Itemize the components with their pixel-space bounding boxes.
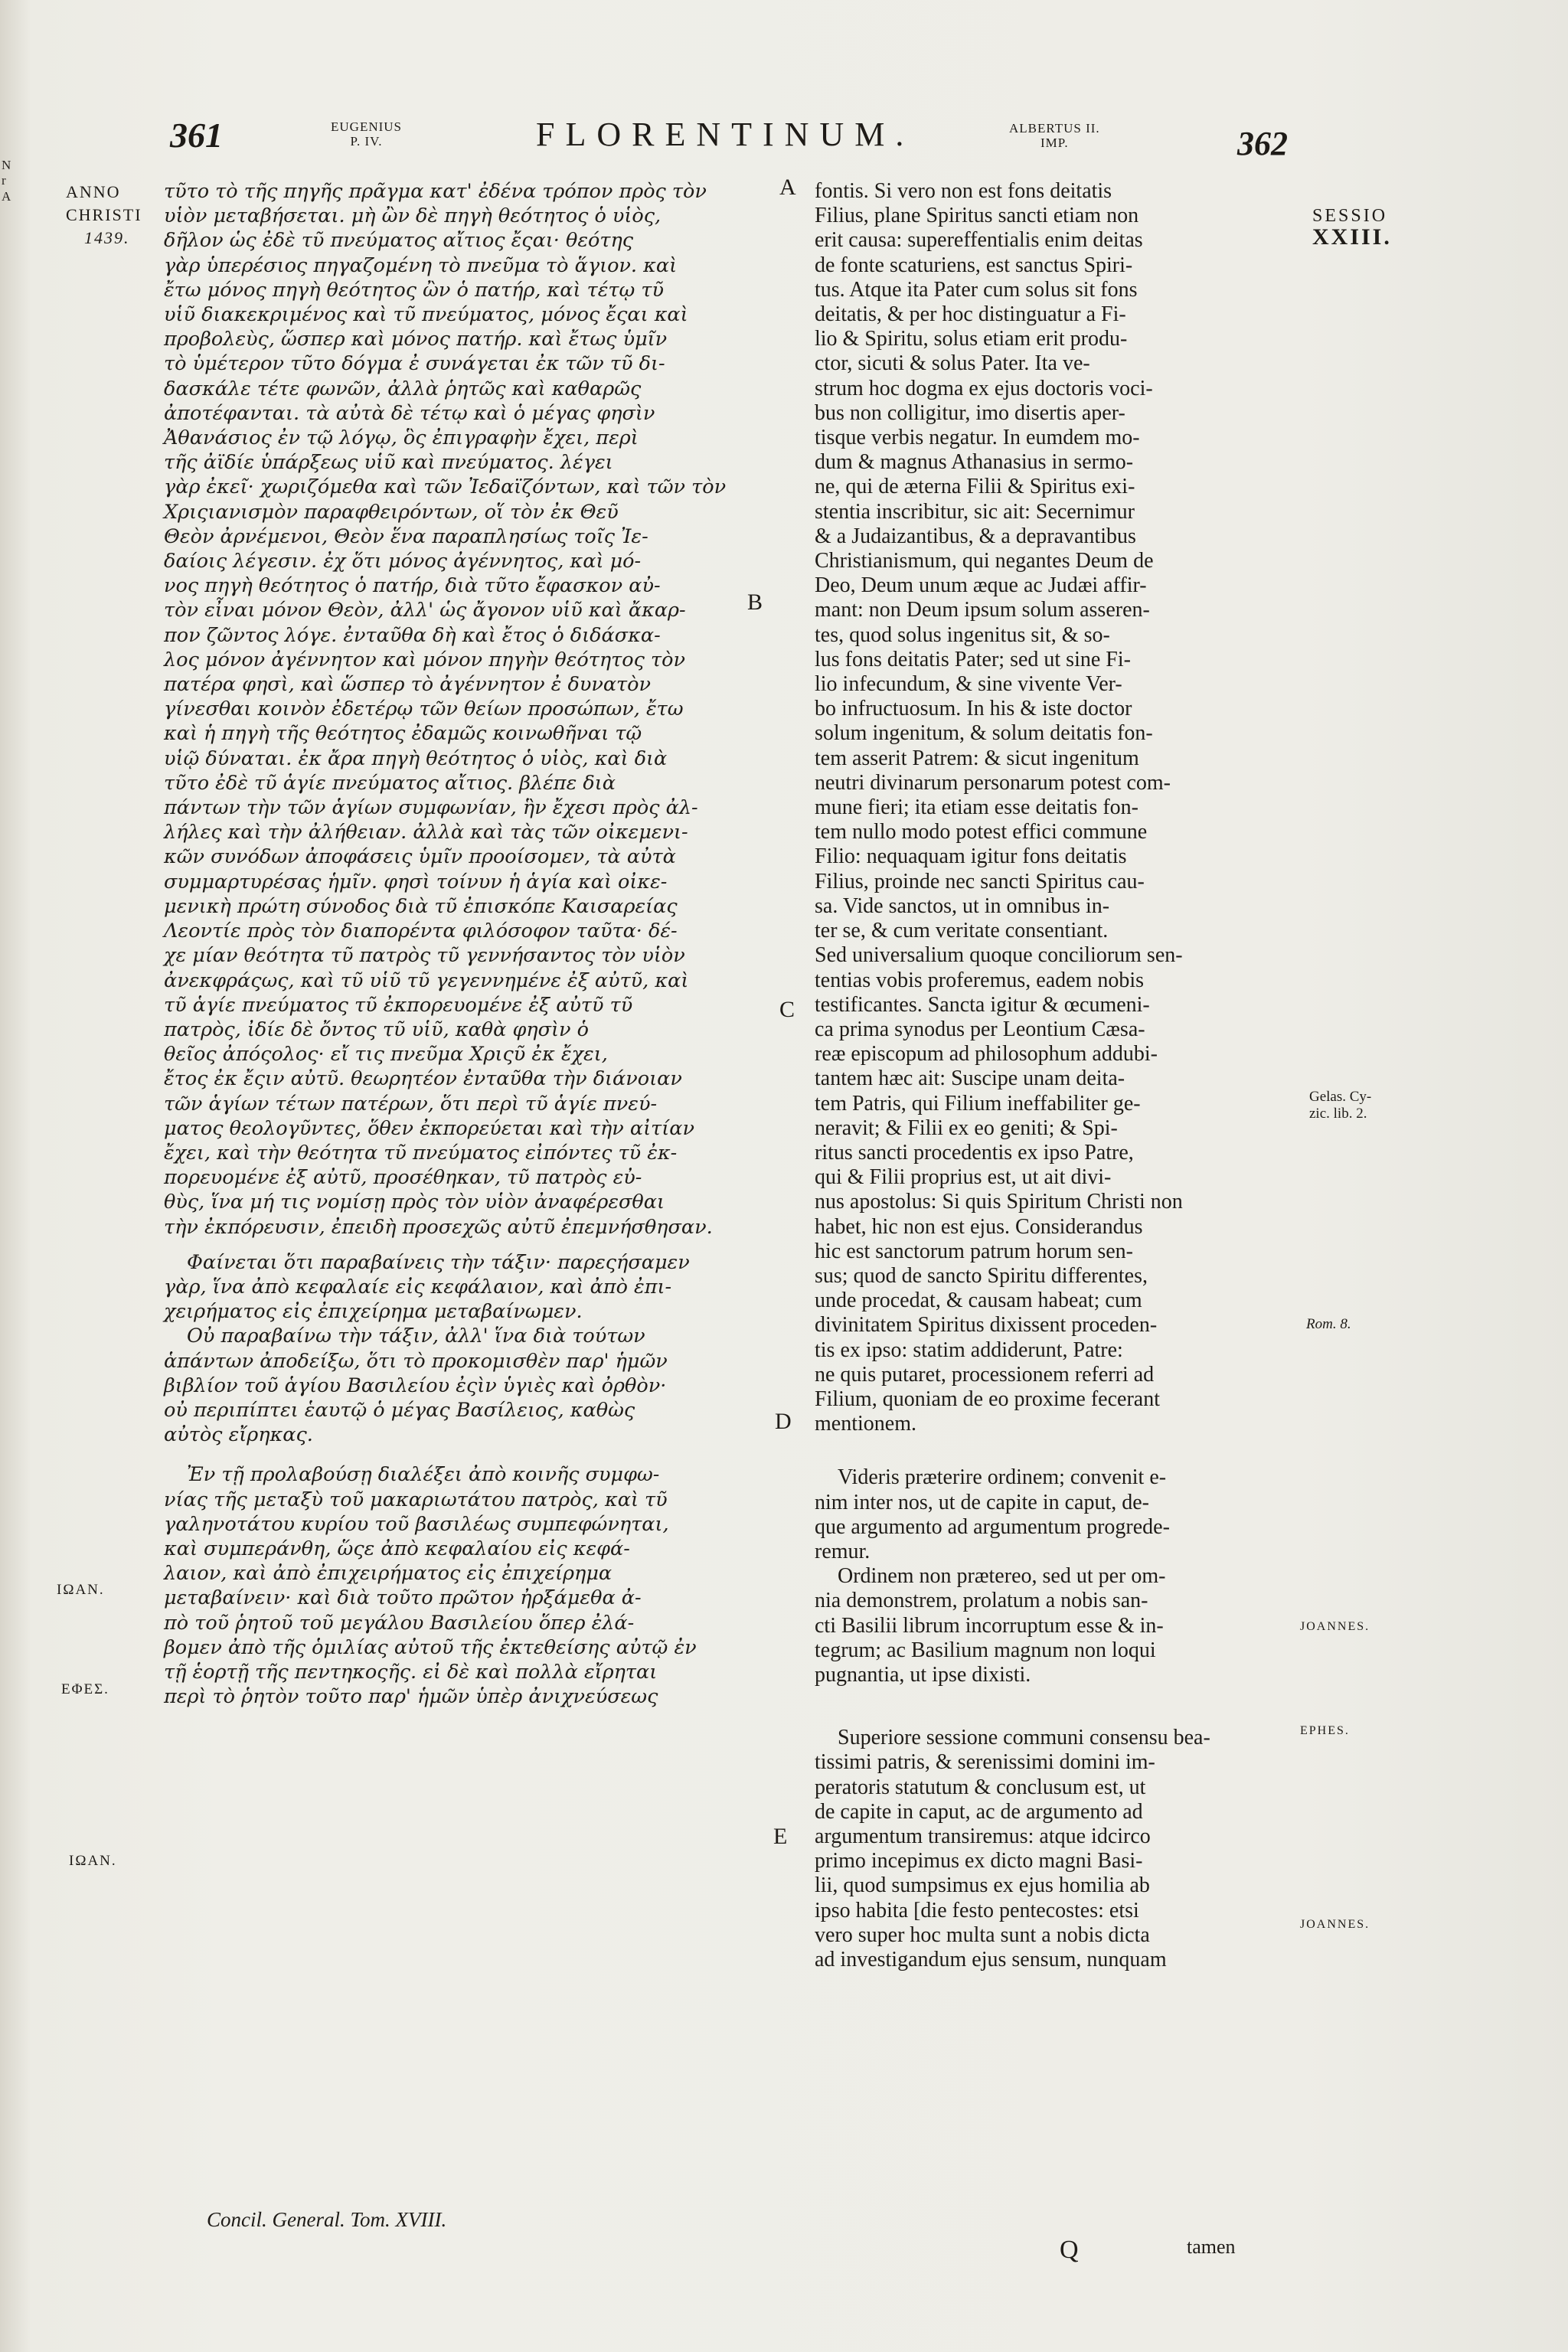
greek-text-line: καὶ ἡ πηγὴ τῆς θεότητος ἐδαμῶς κοινωθῆναι τῷ [164,722,642,746]
latin-text-line: tes, quod solus ingenitus sit, & so- [815,622,1110,647]
running-head-left-line-2: P. IV. [350,134,383,149]
latin-text-line: lio infecundum, & sine vivente Ver- [815,672,1122,697]
latin-text-line: stentia inscribitur, sic ait: Secernimur [815,499,1135,524]
greek-text-line: τὸν εἶναι μόνον Θεὸν, ἀλλ' ὡς ἄγονον υἱῦ καὶ ἄκαρ- [164,599,686,622]
latin-text-line: pugnantia, ut ipse dixisti. [815,1662,1031,1687]
latin-text-line: qui & Filii proprius est, ut ait divi- [815,1165,1112,1190]
latin-text-line: neutri divinarum personarum potest com- [815,770,1171,795]
greek-text-line: πατέρα φησὶ, καὶ ὥσπερ τὸ ἀγέννητον ἐ δυνατὸν [164,673,652,697]
latin-text-line: tentias vobis proferemus, eadem nobis [815,968,1145,992]
greek-text-line: δασκάλε τέτε φωνῶν, ἀλλὰ ῥητῶς καὶ καθαρῶς [164,377,642,400]
latin-text-line: Filium, quoniam de eo proxime fecerant [815,1387,1160,1411]
latin-text-line: strum hoc dogma ex ejus doctoris voci- [815,376,1153,400]
latin-text-line: mant: non Deum ipsum solum asseren- [815,598,1150,622]
latin-text-line: Christianismum, qui negantes Deum de [815,549,1154,573]
greek-text-line: υἱῦ διακεκριμένος καὶ τῦ πνεύματος, μόνος ἔςαι καὶ [164,303,688,327]
greek-text-line: γίνεσθαι κοινὸν ἐδετέρῳ τῶν θείων προσώπων, ἔτω [164,697,684,721]
latin-text-line: & a Judaizantibus, & a depravantibus [815,524,1136,548]
greek-text-line: κῶν συνόδων ἀποφάσεις ὑμῖν προοίσομεν, τὰ αὐτὰ [164,845,676,869]
latin-text-line: tus. Atque ita Pater cum solus sit fons [815,277,1138,302]
greek-text-line: πον ζῶντος λόγε. ἐνταῦθα δὴ καὶ ἔτος ὁ διδάσκα- [164,623,661,647]
speaker-ioan-2: ΙΩΑΝ. [69,1853,117,1869]
greek-text-line: λήλες καὶ τὴν ἀλήθειαν. ἀλλὰ καὶ τὰς τῶν οἰκεμενι- [164,821,688,844]
greek-text-line: γὰρ ἐκεῖ· χωριζόμεθα καὶ τῶν Ἰεδαϊζόντων, καὶ τῶν τὸν [164,475,727,499]
greek-text-line: ματος θεολογῦντες, ὅθεν ἐκπορεύεται καὶ τὴν αἰτίαν [164,1116,694,1140]
latin-text-line: lio & Spiritu, solus etiam erit produ- [815,327,1128,351]
greek-text-line: δῆλον ὡς ἐδὲ τῦ πνεύματος αἴτιος ἔςαι· θεότης [164,229,634,253]
greek-text-line: Λεοντίε πρὸς τὸν διαπορέντα φιλόσοφον ταῦτα· δέ- [164,920,678,943]
greek-text-line: πάντων τὴν τῶν ἁγίων συμφωνίαν, ἣν ἔχεσι πρὸς ἀλ- [164,796,698,820]
greek-text-line: καὶ συμπεράνθη, ὥςε ἀπὸ κεφαλαίου εἰς κεφά- [164,1537,630,1560]
greek-text-line: Ἐν τῇ προλαβούσῃ διαλέξει ἀπὸ κοινῆς συμφω- [187,1463,660,1487]
greek-text-line: τῦτο τὸ τῆς πηγῆς πρᾶγμα κατ' ἐδένα τρόπον πρὸς τὸν [164,180,707,203]
greek-text-line: τῶν ἁγίων τέτων πατέρων, ὅτι περὶ τῦ ἁγίε πνεύ- [164,1092,658,1116]
running-head-right [1009,121,1100,150]
latin-text-line: dum & magnus Athanasius in sermo- [815,450,1134,475]
speaker-efes: ΕΦΕΣ. [61,1681,109,1697]
gelasius-line-1: Gelas. Cy- [1309,1089,1372,1105]
latin-text-line: nus apostolus: Si quis Spiritum Christi non [815,1190,1183,1214]
latin-text-line: tem nullo modo potest effici commune [815,820,1148,844]
greek-text-line: πορευομένε ἐξ αὐτῦ, προσέθηκαν, τῦ πατρὸς εὐ- [164,1166,642,1190]
latin-text-line: deitatis, & per hoc distinguatur a Fi- [815,302,1126,327]
latin-text-line: ipso habita [die festo pentecostes: etsi [815,1898,1139,1922]
latin-text-line: peratoris statutum & conclusum est, ut [815,1775,1146,1799]
running-head-right-line-2: IMP. [1040,136,1069,150]
greek-text-line: Χριςιανισμὸν παραφθειρόντων, οἵ τὸν ἐκ Θεῦ [164,500,619,524]
latin-column [815,179,1297,1972]
greek-text-line: ἔτω μόνος πηγὴ θεότητος ὢν ὁ πατήρ, καὶ τέτῳ τῦ [164,278,665,302]
latin-paragraph-4 [815,1726,1297,1972]
greek-text-line: αὐτὸς εἴρηκας. [164,1423,313,1447]
latin-text-line: primo incepimus ex dicto magni Basi- [815,1849,1143,1873]
greek-text-line: υἱὸν μεταβήσεται. μὴ ὢν δὲ πηγὴ θεότητος ὁ υἱὸς, [164,204,662,228]
latin-text-line: testificantes. Sancta igitur & œcumeni- [815,992,1150,1017]
latin-text-line: mune fieri; ita etiam esse deitatis fon- [815,795,1138,820]
latin-paragraph-1 [815,179,1297,1436]
latin-text-line: ritus sancti procedentis ex ipso Patre, [815,1140,1134,1165]
greek-text-line: τῦτο ἐδὲ τῦ ἁγίε πνεύματος αἴτιος. βλέπε διὰ [164,771,616,795]
greek-paragraph-3 [164,1324,776,1447]
section-letter-d: D [775,1409,792,1434]
latin-paragraph-2 [815,1465,1297,1564]
greek-text-line: συμμαρτυρέσας ἡμῖν. φησὶ τοίνυν ἡ ἁγία καὶ οἰκε- [164,870,668,893]
session-number: XXIII. [1312,224,1392,250]
latin-text-line: unde procedat, & causam habeat; cum [815,1289,1142,1313]
speaker-joannes-2: JOANNES. [1300,1918,1370,1931]
greek-text-line: προβολεὺς, ὥσπερ καὶ μόνος πατήρ. καὶ ἔτως ὑμῖν [164,328,668,351]
latin-text-line: tantem hæc ait: Suscipe unam deita- [815,1067,1125,1091]
greek-text-line: χειρήματος εἰς ἐπιχείρημα μεταβαίνωμεν. [164,1300,583,1324]
greek-text-line: ἀνεκφράςως, καὶ τῦ υἱῦ τῦ γεγεννημένε ἐξ αὐτῦ, καὶ [164,969,689,992]
page-number-right: 362 [1237,125,1288,162]
latin-text-line: Ordinem non prætereo, sed ut per om- [838,1564,1166,1589]
running-head-left [331,119,402,149]
greek-text-line: Οὐ παραβαίνω τὴν τάξιν, ἀλλ' ἵνα διὰ τούτων [187,1325,645,1348]
greek-paragraph-4 [164,1462,776,1709]
latin-text-line: Videris præterire ordinem; convenit e- [838,1465,1167,1490]
latin-text-line: reæ episcopum ad philosophum addubi- [815,1042,1158,1067]
latin-text-line: remur. [815,1539,871,1563]
latin-text-line: bo infructuosum. In his & iste doctor [815,697,1132,721]
session-note [1312,205,1392,248]
greek-text-line: μενικὴ πρώτη σύνοδος διὰ τῦ ἐπισκόπε Καισαρείας [164,894,678,918]
signature-line: Concil. General. Tom. XVIII. [207,2208,447,2231]
latin-text-line: tem Patris, qui Filium ineffabiliter ge- [815,1091,1141,1116]
greek-text-line: τὴν ἐκπόρευσιν, ἐπειδὴ προσεχῶς αὐτῦ ἐπεμνήσθησαν. [164,1215,713,1239]
section-letter-c: C [779,997,795,1022]
speaker-ioan-1: ΙΩΑΝ. [57,1582,105,1598]
latin-text-line: fontis. Si vero non est fons deitatis [815,179,1112,203]
latin-text-line: tis ex ipso: statim addiderunt, Patre: [815,1338,1123,1362]
running-head-left-line-1: EUGENIUS [331,119,402,134]
latin-text-line: tegrum; ac Basilium magnum non loqui [815,1638,1156,1662]
latin-text-line: habet, hic non est ejus. Considerandus [815,1214,1143,1239]
section-letter-b: B [747,590,763,615]
greek-text-line: δαίοις λέγεσιν. ἐχ ὅτι μόνος ἀγέννητος, καὶ μό- [164,550,642,573]
greek-text-line: γαληνοτάτου κυρίου τοῦ βασιλέως συμπεφώνηται, [164,1512,669,1536]
greek-text-line: τῆς ἀϊδίε ὑπάρξεως υἱῦ καὶ πνεύματος. λέγει [164,451,613,475]
greek-text-line: βιβλίον τοῦ ἁγίου Βασιλείου ἐςὶν ὑγιὲς καὶ ὀρθὸν· [164,1374,667,1397]
latin-text-line: solum ingenitum, & solum deitatis fon- [815,721,1153,746]
section-letter-a: A [779,175,796,200]
greek-text-line: νίας τῆς μεταξὺ τοῦ μακαριωτάτου πατρὸς, καὶ τῦ [164,1488,668,1511]
latin-text-line: lus fons deitatis Pater; sed ut sine Fi- [815,647,1131,671]
latin-text-line: lii, quod sumpsimus ex ejus homilia ab [815,1873,1150,1898]
gelasius-reference [1309,1089,1371,1122]
speaker-ephes: EPHES. [1300,1724,1350,1737]
section-letter-e: E [773,1824,788,1849]
greek-text-line: Ἀθανάσιος ἐν τῷ λόγῳ, ὃς ἐπιγραφὴν ἔχει, περὶ [164,426,639,450]
latin-text-line: tissimi patris, & serenissimi domini im- [815,1750,1155,1775]
christi-line: CHRISTI [66,205,142,224]
latin-text-line: de capite in caput, ac de argumento ad [815,1799,1143,1824]
greek-text-line: λος μόνον ἀγέννητον καὶ μόνον πηγὴν θεότητος τὸν [164,648,685,671]
latin-text-line: ne quis putaret, processionem referri ad [815,1362,1155,1387]
greek-column [164,179,776,1709]
greek-text-line: λαιον, καὶ ἀπὸ ἐπιχειρήματος εἰς ἐπιχείρημα [164,1562,612,1586]
latin-text-line: cti Basilii librum incorruptum esse & in- [815,1613,1164,1638]
latin-text-line: ad investigandum ejus sensum, nunquam [815,1948,1167,1972]
greek-text-line: Θεὸν ἀρνέμενοι, Θεὸν ἕνα παραπλησίως τοῖς Ἰε- [164,524,648,548]
latin-text-line: argumentum transiremus: atque idcirco [815,1824,1151,1848]
greek-paragraph-1 [164,179,776,1240]
greek-text-line: μεταβαίνειν· καὶ διὰ τοῦτο πρῶτον ἠρξάμεθα ἀ- [164,1586,642,1610]
greek-text-line: πατρὸς, ἰδίε δὲ ὄντος τῦ υἱῦ, καθὰ φησὶν ὁ [164,1018,589,1041]
page-number-left: 361 [170,116,223,155]
latin-text-line: de fonte scaturiens, est sanctus Spiri- [815,253,1133,277]
greek-text-line: τῇ ἑορτῇ τῆς πεντηκοςῆς. εἰ δὲ καὶ πολλὰ εἴρηται [164,1660,658,1684]
greek-text-line: γὰρ, ἵνα ἀπὸ κεφαλαίε εἰς κεφάλαιον, καὶ ἀπὸ ἐπι- [164,1275,672,1298]
anno-christi-note [66,181,142,250]
signature-mark: Q [1060,2236,1079,2264]
greek-text-line: χε μίαν θεότητα τῦ πατρὸς τῦ γεννήσαντος τὸν υἱὸν [164,944,685,968]
romans-reference: Rom. 8. [1306,1316,1351,1332]
latin-text-line: sa. Vide sanctos, ut in omnibus in- [815,893,1110,918]
latin-paragraph-3 [815,1564,1297,1687]
latin-text-line: mentionem. [815,1412,916,1436]
greek-text-line: ἔτος ἐκ ἔςιν αὐτῦ. θεωρητέον ἐνταῦθα τὴν διάνοιαν [164,1067,682,1091]
latin-text-line: neravit; & Filii ex eo geniti; & Spi- [815,1116,1118,1140]
anno-line: ANNO [66,182,121,201]
latin-text-line: ne, qui de æterna Filii & Spiritus exi- [815,475,1135,499]
latin-text-line: bus non colligitur, imo disertis aper- [815,400,1125,425]
greek-paragraph-2 [164,1250,776,1325]
greek-text-line: πὸ τοῦ ῥητοῦ τοῦ μεγάλου Βασιλείου ὅπερ ἐλά- [164,1611,635,1635]
latin-text-line: tem asserit Patrem: & sicut ingenitum [815,746,1139,770]
greek-text-line: ἁπάντων ἀποδείξω, ὅτι τὸ προκομισθὲν παρ' ἡμῶν [164,1349,668,1373]
greek-text-line: υἱῷ δύναται. ἐκ ἄρα πηγὴ θεότητος ὁ υἱὸς, καὶ διὰ [164,746,668,770]
latin-text-line: sus; quod de sancto Spiritu differentes, [815,1263,1148,1288]
latin-text-line: Sed universalium quoque conciliorum sen- [815,943,1183,968]
greek-text-line: τῦ ἁγίε πνεύματος τῦ ἐκπορευομένε ἐξ αὐτῦ τῦ [164,993,633,1017]
greek-text-line: περὶ τὸ ῥητὸν τοῦτο παρ' ἡμῶν ὑπὲρ ἀνιχνεύσεως [164,1685,658,1709]
latin-text-line: Filius, proinde nec sancti Spiritus cau- [815,869,1145,893]
page-title: FLORENTINUM. [536,116,915,153]
greek-text-line: βομεν ἀπὸ τῆς ὁμιλίας αὐτοῦ τῆς ἐκτεθείσης αὐτῷ ἐν [164,1635,697,1659]
greek-text-line: θεῖος ἀπόςολος· εἴ τις πνεῦμα Χριςῦ ἐκ ἔχει, [164,1043,608,1067]
greek-text-line: γὰρ ὑπερέσιος πηγαζομένη τὸ πνεῦμα τὸ ἅγιον. καὶ [164,253,678,277]
greek-text-line: Φαίνεται ὅτι παραβαίνεις τὴν τάξιν· παρεςήσαμεν [187,1250,690,1274]
latin-text-line: que argumento ad argumentum progrede- [815,1514,1170,1539]
gelasius-line-2: zic. lib. 2. [1309,1106,1367,1122]
greek-text-line: τὸ ὑμέτερον τῦτο δόγμα ἐ συνάγεται ἐκ τῶν τῦ δι- [164,352,665,376]
latin-text-line: vero super hoc multa sunt a nobis dicta [815,1922,1150,1947]
session-label: SESSIO [1312,206,1388,226]
greek-text-line: ἀποτέφανται. τὰ αὐτὰ δὲ τέτῳ καὶ ὁ μέγας φησὶν [164,401,655,425]
greek-text-line: νος πηγὴ θεότητος ὁ πατήρ, διὰ τῦτο ἔφασκον αὐ- [164,574,661,598]
greek-text-line: οὐ περιπίπτει ἑαυτῷ ὁ μέγας Βασίλειος, καθὼς [164,1398,635,1422]
facing-page-fragment: N r A [2,158,11,204]
latin-text-line: erit causa: supereffentialis enim deitas [815,228,1143,253]
latin-text-line: Filio: nequaquam igitur fons deitatis [815,844,1127,869]
latin-text-line: tisque verbis negatur. In eumdem mo- [815,426,1140,450]
speaker-joannes-1: JOANNES. [1300,1620,1370,1633]
year-line: 1439. [84,228,130,247]
latin-text-line: nia demonstrem, prolatum a nobis san- [815,1589,1148,1613]
latin-text-line: ca prima synodus per Leontium Cæsa- [815,1017,1145,1041]
latin-text-line: Deo, Deum unum æque ac Judæi affir- [815,573,1147,598]
greek-text-line: θὺς, ἵνα μή τις νομίσῃ πρὸς τὸν υἱὸν ἀναφέρεσθαι [164,1191,665,1214]
running-head-right-line-1: ALBERTUS II. [1009,121,1100,136]
latin-text-line: nim inter nos, ut de capite in caput, de- [815,1490,1149,1514]
catchword: tamen [1187,2236,1236,2258]
latin-text-line: Superiore sessione communi consensu bea- [838,1726,1210,1750]
greek-text-line: ἔχει, καὶ τὴν θεότητα τῦ πνεύματος εἰπόντες τῦ ἐκ- [164,1141,678,1165]
latin-text-line: hic est sanctorum patrum horum sen- [815,1239,1134,1263]
latin-text-line: divinitatem Spiritus dixissent proceden- [815,1313,1158,1338]
latin-text-line: ctor, sicuti & solus Pater. Ita ve- [815,351,1090,376]
latin-text-line: Filius, plane Spiritus sancti etiam non [815,204,1139,228]
latin-text-line: ter se, & cum veritate consentiant. [815,919,1109,943]
